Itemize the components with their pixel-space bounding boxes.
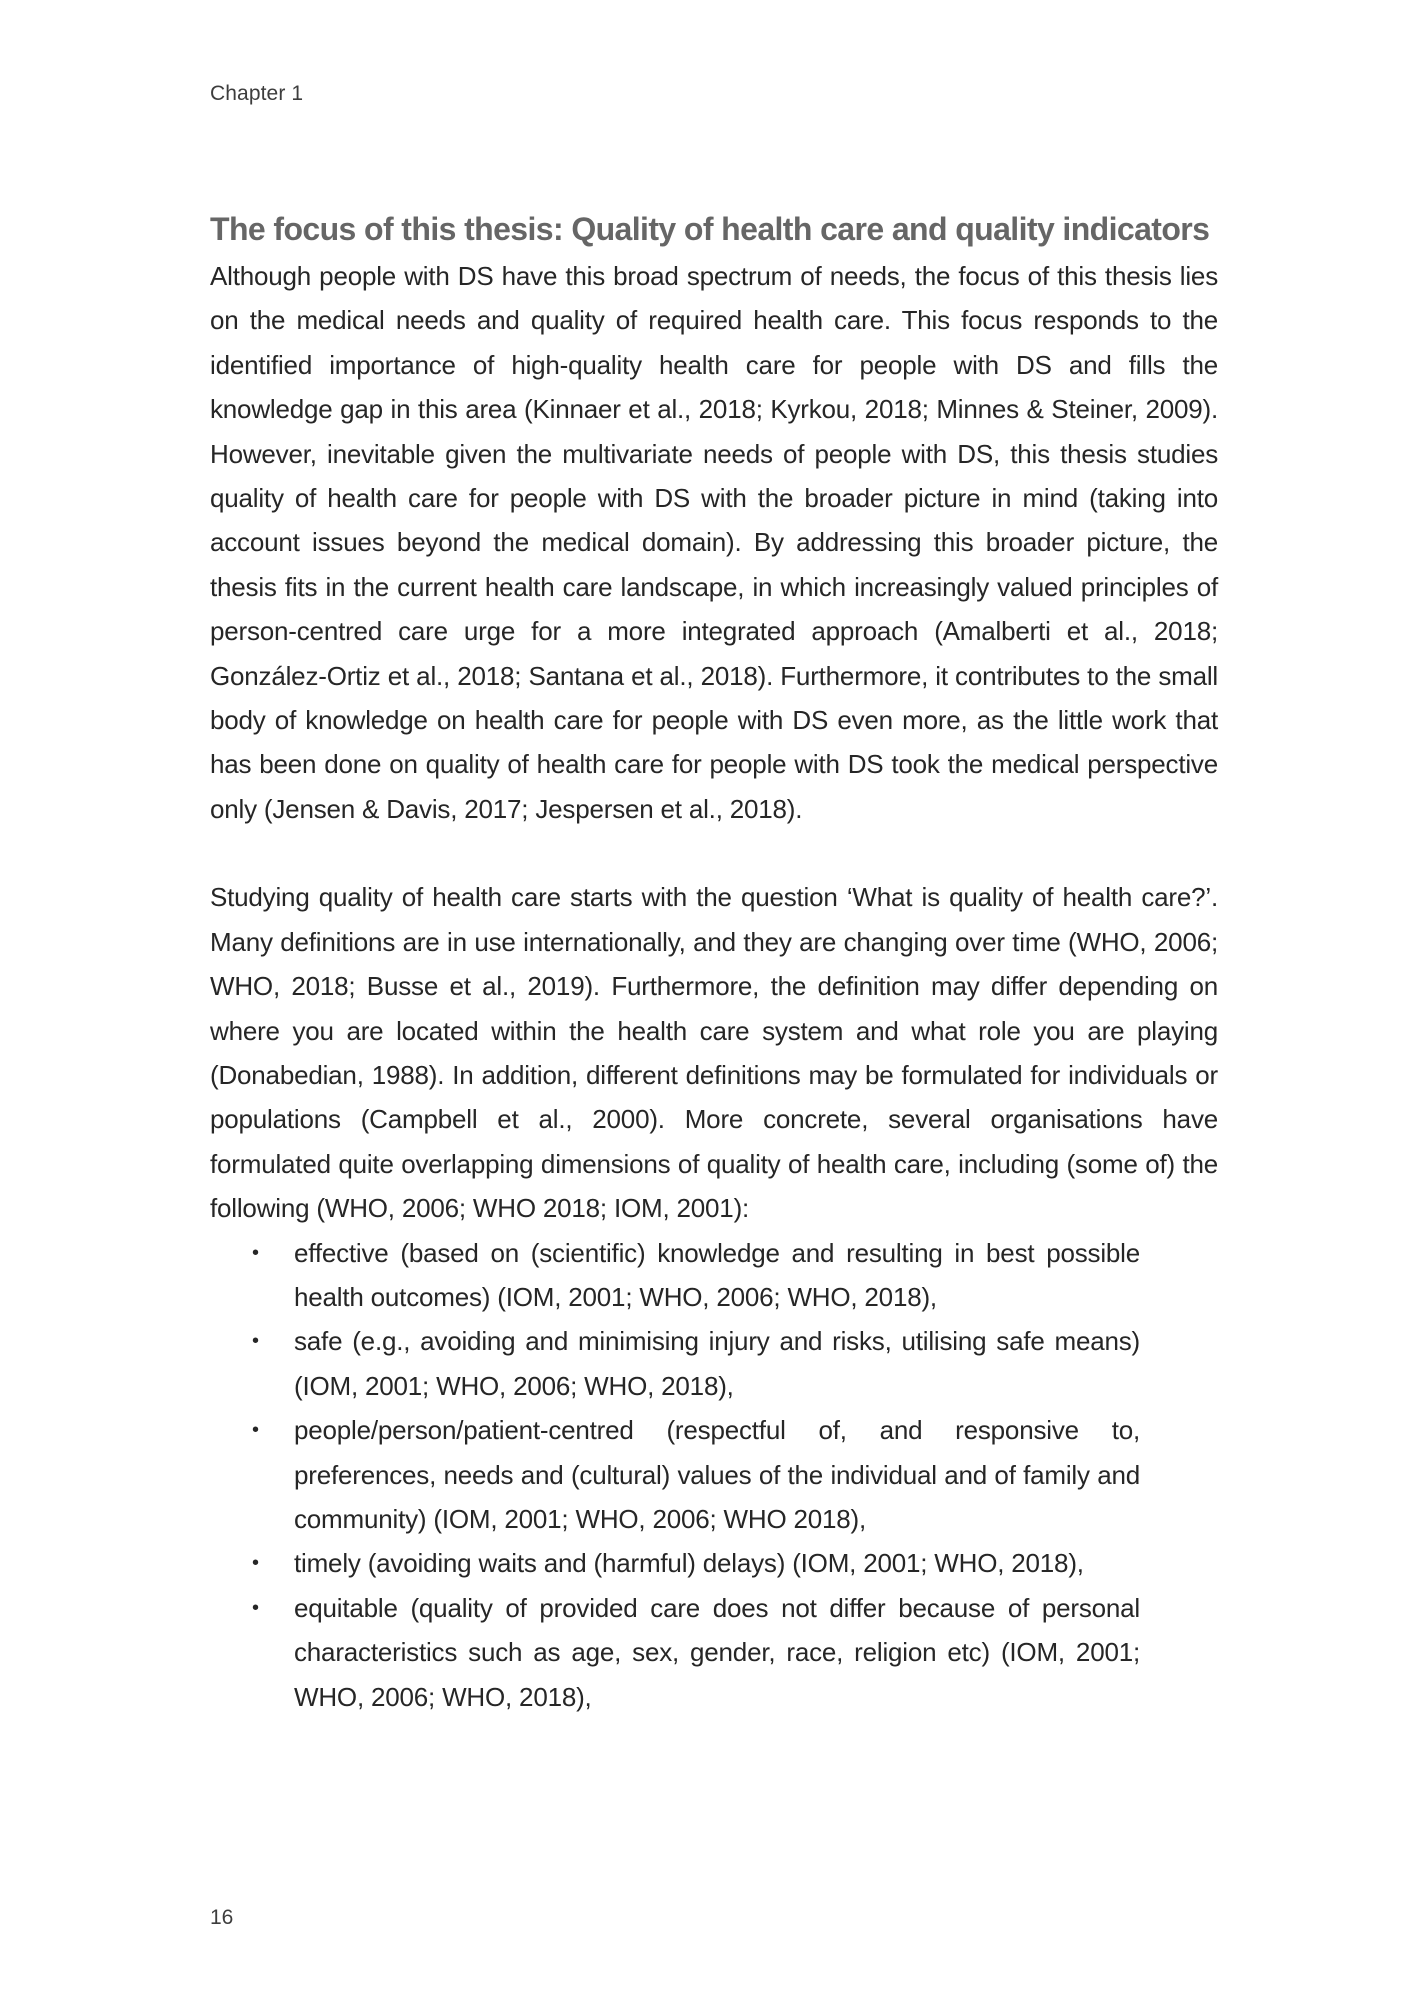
bullet-icon: • (252, 1330, 259, 1353)
page-number: 16 (210, 1906, 234, 1929)
list-item-text: timely (avoiding waits and (harmful) delays) (IOM, 2001; WHO, 2018), (294, 1548, 1084, 1579)
bullet-icon: • (252, 1241, 259, 1264)
bullet-icon: • (252, 1552, 259, 1575)
list-item-text: effective (based on (scientific) knowledge and resulting in best possible health outcomes) (IOM, 2001; WHO, 2006; WHO, 2018), (294, 1237, 1140, 1312)
running-header: Chapter 1 (210, 82, 304, 105)
list-item-text: equitable (quality of provided care does not differ because of personal characteristics such as age, sex, gender, race, religion etc) (IOM, 2001; WHO, 2006; WHO, 2018), (294, 1592, 1140, 1712)
section-heading: The focus of this thesis: Quality of health care and quality indicators (210, 211, 1210, 247)
list-item-person-centred (210, 1408, 1140, 1541)
list-item-equitable (210, 1586, 1140, 1719)
bullet-icon: • (252, 1419, 259, 1442)
list-item-text: safe (e.g., avoiding and minimising injury and risks, utilising safe means) (IOM, 2001; WHO, 2006; WHO, 2018), (294, 1326, 1140, 1401)
quality-dimensions-list (210, 1231, 1140, 1719)
bullet-icon: • (252, 1596, 259, 1619)
list-item-effective (210, 1231, 1140, 1320)
page-body (210, 204, 1218, 1719)
list-item-text: people/person/patient-centred (respectful of, and responsive to, preferences, needs and (cultural) values of the individual and of family and community) (IOM, 2001; WHO, 2006; WHO 2018), (294, 1415, 1140, 1534)
body-paragraph-1: Although people with DS have this broad spectrum of needs, the focus of this thesis lies on the medical needs and quality of required health care. This focus responds to the identified importance of high-quality health care for people with DS and fills the knowledge gap in this area (Kinnaer et al., 2018; Kyrkou, 2018; Minnes & Steiner, 2009). However, inevitable given the multivariate needs of people with DS, this thesis studies quality of health care for people with DS with the broader picture in mind (taking into account issues beyond the medical domain). By addressing this broader picture, the thesis fits in the current health care landscape, in which increasingly valued principles of person-centred care urge for a more integrated approach (Amalberti et al., 2018; González-Ortiz et al., 2018; Santana et al., 2018). Furthermore, it contributes to the small body of knowledge on health care for people with DS even more, as the little work that has been done on quality of health care for people with DS took the medical perspective only (Jensen & Davis, 2017; Jespersen et al., 2018). (210, 261, 1218, 824)
list-item-safe (210, 1319, 1140, 1408)
list-item-timely (210, 1541, 1140, 1585)
body-paragraph-2: Studying quality of health care starts with the question ‘What is quality of health care?’. Many definitions are in use internationally, and they are changing over time (WHO, 2006; WHO, 2018; Busse et al., 2019). Furthermore, the definition may differ depending on where you are located within the health care system and what role you are playing (Donabedian, 1988). In addition, different definitions may be formulated for individuals or populations (Campbell et al., 2000). More concrete, several organisations have formulated quite overlapping dimensions of quality of health care, including (some of) the following (WHO, 2006; WHO 2018; IOM, 2001): (210, 882, 1218, 1224)
